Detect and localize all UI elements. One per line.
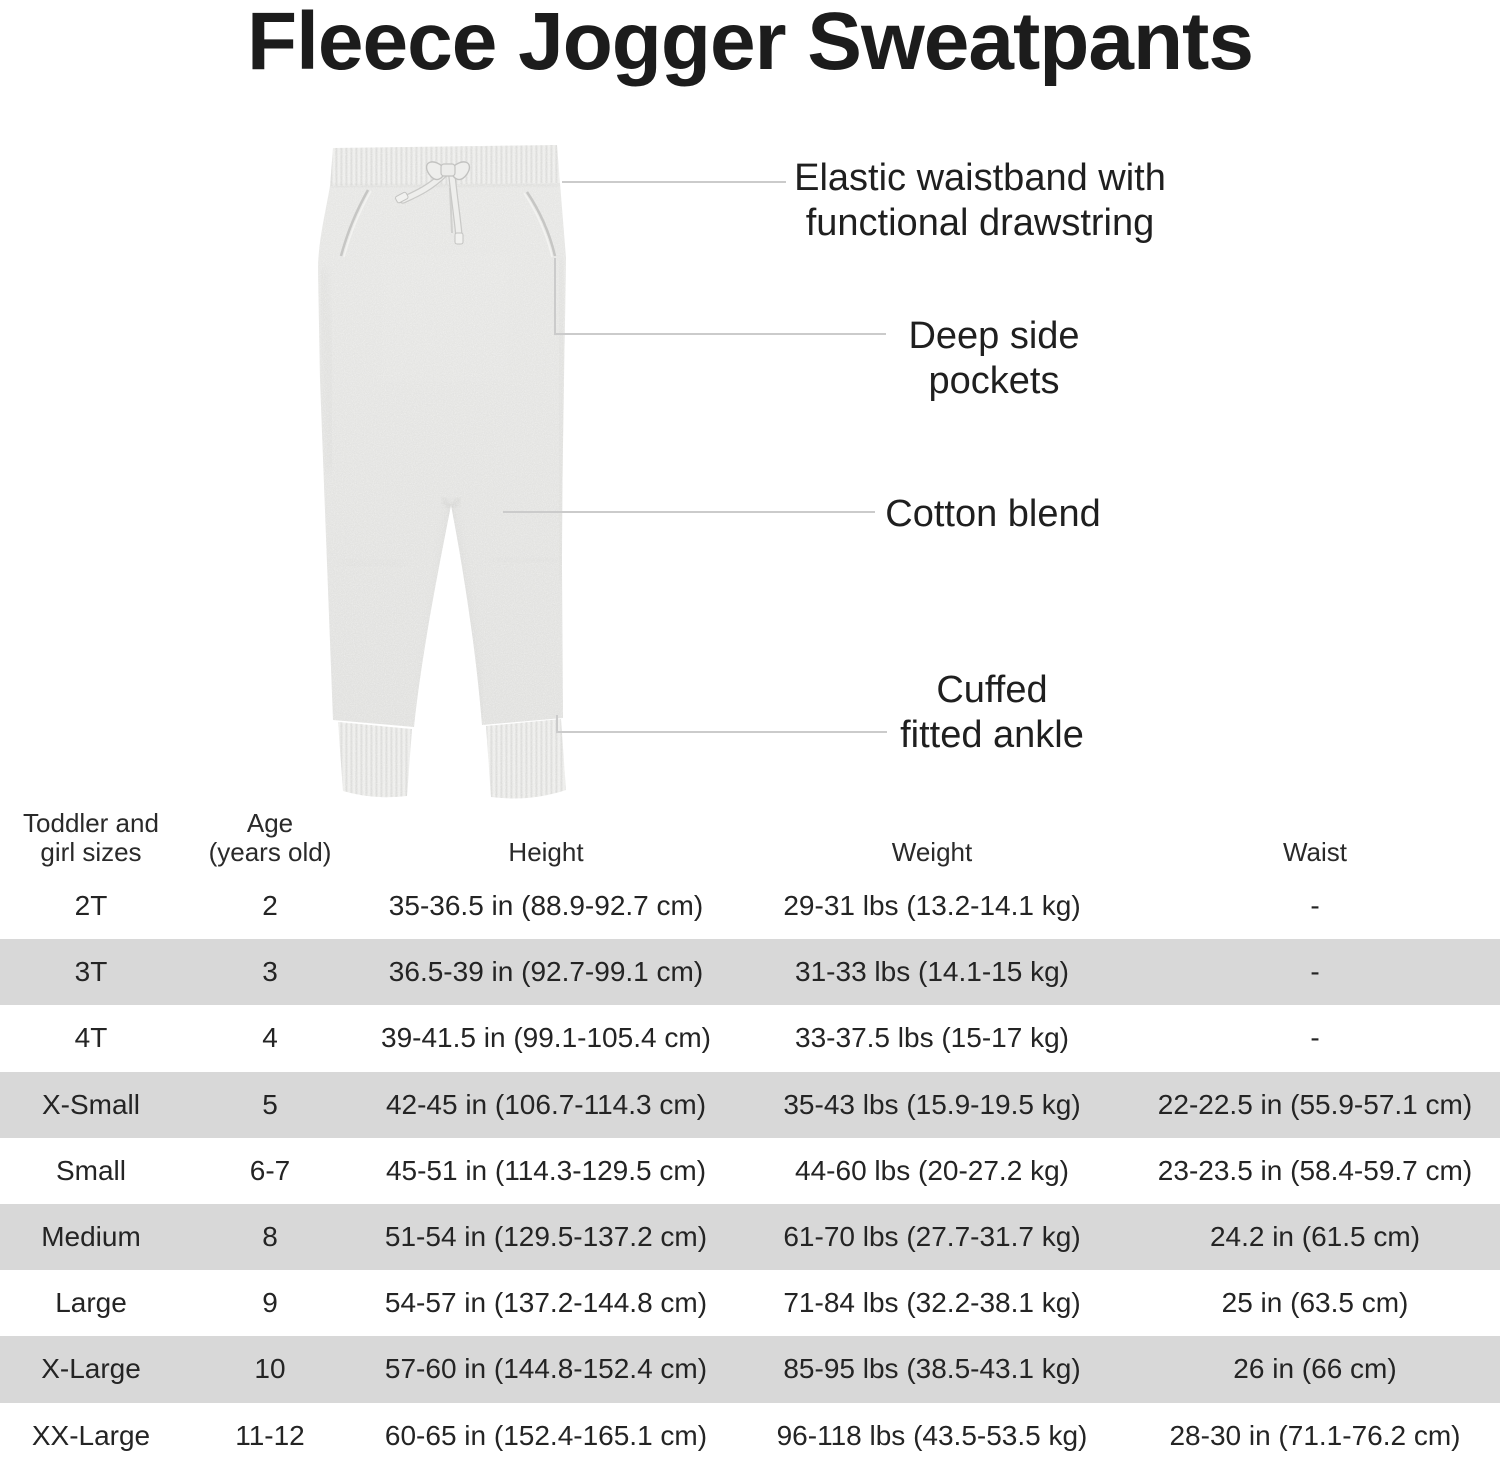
table-row-2t [0,873,1500,939]
callout-waistband [760,156,1200,246]
table-row-xlarge [0,1336,1500,1402]
table-row-xsmall [0,1072,1500,1138]
callout-fabric [773,492,1213,537]
callout-line-pockets-vertical [554,258,556,335]
callout-ankle-line2: fitted ankle [900,714,1084,756]
cell-height: 45-51 in (114.3-129.5 cm) [385,1154,707,1186]
callout-pockets-line1: Deep side [908,315,1080,357]
cell-weight: 35-43 lbs (15.9-19.5 kg) [783,1088,1081,1120]
cell-height: 51-54 in (129.5-137.2 cm) [384,1221,708,1253]
header-weight: Weight [891,837,973,867]
cell-height: 42-45 in (106.7-114.3 cm) [385,1088,707,1120]
product-title: Fleece Jogger Sweatpants [247,0,1253,87]
header-age [182,800,358,873]
cell-age: 5 [262,1088,278,1120]
cell-weight: 29-31 lbs (13.2-14.1 kg) [783,890,1081,922]
cell-weight: 31-33 lbs (14.1-15 kg) [795,956,1069,988]
cell-weight: 96-118 lbs (43.5-53.5 kg) [776,1419,1088,1451]
header-sizes-line1: Toddler and [23,808,159,838]
cell-size: 2T [74,890,108,922]
cell-height: 36.5-39 in (92.7-99.1 cm) [388,956,704,988]
cell-age: 6-7 [249,1154,291,1186]
callout-ankle [772,668,1212,758]
callout-ankle-line1: Cuffed [936,669,1048,711]
cell-waist: 24.2 in (61.5 cm) [1209,1221,1421,1253]
cell-size: Medium [41,1221,141,1253]
header-sizes [0,800,182,873]
cell-height: 39-41.5 in (99.1-105.4 cm) [381,1022,711,1054]
table-row-4t [0,1005,1500,1071]
table-row-3t [0,939,1500,1005]
cell-age: 11-12 [235,1419,305,1451]
cell-weight: 85-95 lbs (38.5-43.1 kg) [783,1353,1081,1385]
cell-weight: 71-84 lbs (32.2-38.1 kg) [783,1287,1081,1319]
callout-waistband-line2: functional drawstring [805,202,1155,244]
cell-waist: 23-23.5 in (58.4-59.7 cm) [1157,1154,1473,1186]
header-age-line2: (years old) [208,837,332,867]
cell-size: XX-Large [31,1419,151,1451]
header-waist: Waist [1282,837,1348,867]
cell-age: 2 [262,890,278,922]
cell-waist: - [1310,890,1320,922]
callout-fabric-line1: Cotton blend [885,493,1101,535]
cell-age: 10 [254,1353,286,1385]
table-row-small [0,1138,1500,1204]
cell-age: 8 [262,1221,278,1253]
cell-height: 60-65 in (152.4-165.1 cm) [384,1419,708,1451]
header-age-line1: Age [246,808,294,838]
cell-size: 3T [74,956,108,988]
cell-size: X-Small [41,1088,140,1120]
cell-age: 4 [262,1022,278,1054]
callout-line-waistband [562,181,786,183]
table-row-medium [0,1204,1500,1270]
cell-size: Small [55,1154,126,1186]
cell-waist: - [1310,1022,1320,1054]
cell-size: X-Large [41,1353,141,1385]
header-sizes-line2: girl sizes [40,837,142,867]
callout-waistband-line1: Elastic waistband with [794,157,1166,199]
cell-waist: 22-22.5 in (55.9-57.1 cm) [1157,1088,1473,1120]
cell-size: Large [55,1287,127,1319]
cell-age: 9 [262,1287,278,1319]
cell-weight: 33-37.5 lbs (15-17 kg) [795,1022,1069,1054]
cell-weight: 61-70 lbs (27.7-31.7 kg) [783,1221,1081,1253]
cell-height: 35-36.5 in (88.9-92.7 cm) [388,890,704,922]
size-chart-header [0,800,1500,873]
cell-size: 4T [74,1022,108,1054]
cell-weight: 44-60 lbs (20-27.2 kg) [795,1154,1069,1186]
cell-height: 54-57 in (137.2-144.8 cm) [384,1287,708,1319]
table-row-large [0,1270,1500,1336]
callout-pockets [774,314,1214,404]
cell-age: 3 [262,956,278,988]
cell-waist: 26 in (66 cm) [1233,1353,1397,1385]
size-chart [0,800,1500,1469]
header-height: Height [508,837,584,867]
callout-pockets-line2: pockets [928,360,1060,402]
cell-waist: - [1310,956,1320,988]
sweatpants-image [300,130,620,810]
cell-waist: 28-30 in (71.1-76.2 cm) [1169,1419,1461,1451]
table-row-xxlarge [0,1403,1500,1469]
cell-height: 57-60 in (144.8-152.4 cm) [384,1353,708,1385]
cell-waist: 25 in (63.5 cm) [1221,1287,1409,1319]
